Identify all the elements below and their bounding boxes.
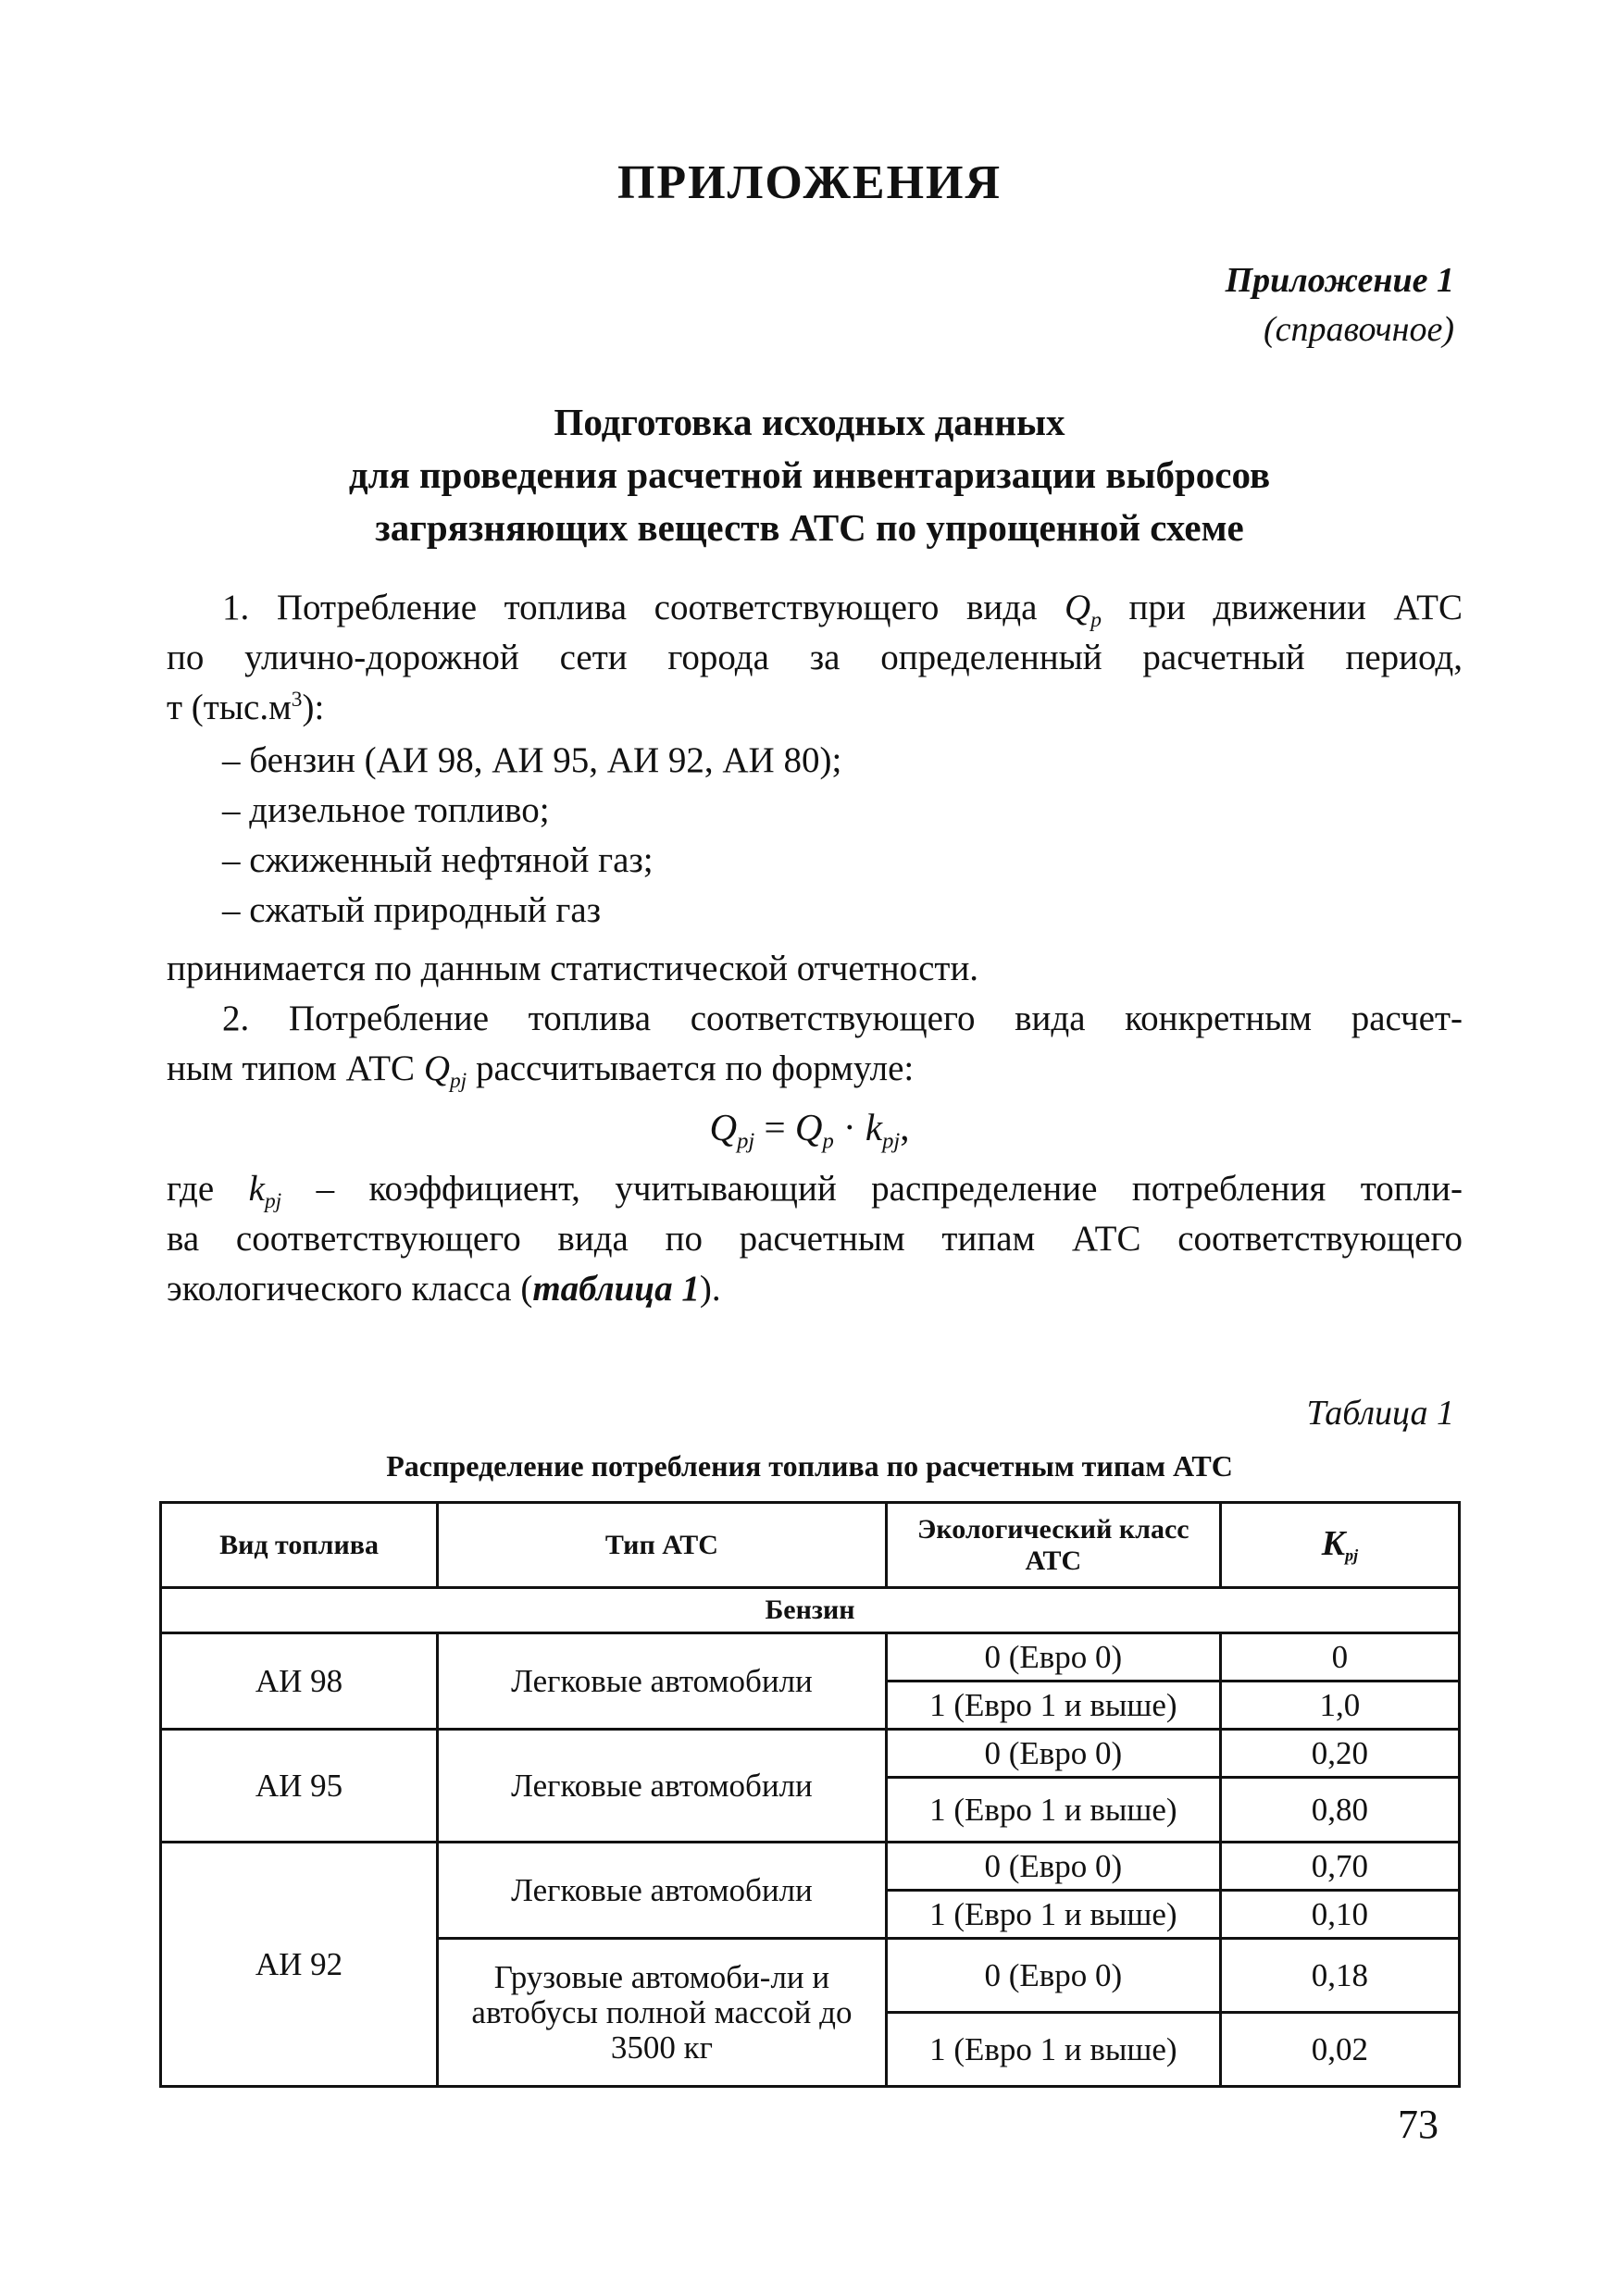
section-title-line-2: для проведения расчетной инвентаризации выбросов xyxy=(348,453,1271,496)
table-row xyxy=(161,1633,1460,1682)
table-header-row xyxy=(161,1503,1460,1588)
table-caption: Распределение потребления топлива по расчетным типам АТС xyxy=(386,1449,1233,1483)
fuel-cell: АИ 95 xyxy=(161,1730,438,1843)
section-title xyxy=(0,396,1619,554)
coef-cell: 0,20 xyxy=(1220,1730,1459,1778)
paragraph-1-line-3: т $(тыс.м^3)$: xyxy=(167,688,325,727)
eco-class-cell: 1 (Евро 1 и выше) xyxy=(886,1682,1220,1730)
coef-cell: 0 xyxy=(1220,1633,1459,1682)
formula: $Q_{pj} = Q_p \cdot k_{pj}$, xyxy=(709,1106,910,1154)
list-item: – сжатый природный газ xyxy=(222,890,602,930)
paragraph-1-line-2: по улично-дорожной сети города за определенный расчетный период, xyxy=(167,638,1463,677)
table-row xyxy=(161,1843,1460,1891)
list-item: – сжиженный нефтяной газ; xyxy=(222,840,654,880)
vehicle-cell: Легковые автомобили xyxy=(438,1843,887,1939)
table-row xyxy=(161,1730,1460,1778)
fuel-cell: АИ 98 xyxy=(161,1633,438,1730)
eco-class-cell: 1 (Евро 1 и выше) xyxy=(886,1778,1220,1843)
section-title-line-3: загрязняющих веществ АТС по упрощенной схеме xyxy=(375,506,1244,549)
paragraph-1-line-1: 1. Потребление топлива соответствующего вида $Q_p$ при движении АТС xyxy=(222,588,1463,633)
coef-cell: 0,70 xyxy=(1220,1843,1459,1891)
fuel-cell: АИ 92 xyxy=(161,1843,438,2087)
eco-class-cell: 0 (Евро 0) xyxy=(886,1730,1220,1778)
vehicle-cell: Легковые автомобили xyxy=(438,1633,887,1730)
appendix-label: Приложение 1 xyxy=(1225,261,1454,300)
coef-cell: 0,10 xyxy=(1220,1891,1459,1939)
list-item: – бензин (АИ 98, АИ 95, АИ 92, АИ 80); xyxy=(222,740,842,780)
section-title-line-1: Подготовка исходных данных xyxy=(554,401,1065,443)
group-label: Бензин xyxy=(161,1588,1460,1633)
vehicle-cell: Легковые автомобили xyxy=(438,1730,887,1843)
paragraph-3-line-1: где $k_{pj}$ – коэффициент, учитывающий распределение потребления топли- xyxy=(167,1169,1463,1214)
header-eco-class: Экологический класс АТС xyxy=(886,1503,1220,1588)
paragraph-2-line-1: 2. Потребление топлива соответствующего вида конкретным расчет- xyxy=(222,999,1463,1038)
eco-class-cell: 0 (Евро 0) xyxy=(886,1843,1220,1891)
coef-cell: 1,0 xyxy=(1220,1682,1459,1730)
paragraph-2-line-2: ным типом АТС $Q_{pj}$ рассчитывается по формуле: xyxy=(167,1049,915,1094)
vehicle-cell: Грузовые автомоби-ли и автобусы полной массой до 3500 кг xyxy=(438,1939,887,2087)
paragraph-3-line-3: экологического класса (таблица 1). xyxy=(167,1269,721,1309)
coef-cell: 0,18 xyxy=(1220,1939,1459,2013)
list-item: – дизельное топливо; xyxy=(222,790,550,830)
coef-cell: 0,02 xyxy=(1220,2013,1459,2087)
eco-class-cell: 1 (Евро 1 и выше) xyxy=(886,1891,1220,1939)
appendix-sublabel: (справочное) xyxy=(1263,310,1454,349)
coef-cell: 0,80 xyxy=(1220,1778,1459,1843)
header-fuel-type: Вид топлива xyxy=(161,1503,438,1588)
eco-class-cell: 1 (Евро 1 и выше) xyxy=(886,2013,1220,2087)
table-label: Таблица 1 xyxy=(1306,1394,1454,1433)
header-vehicle-type: Тип АТС xyxy=(438,1503,887,1588)
fuel-distribution-table xyxy=(159,1501,1461,2088)
eco-class-cell: 0 (Евро 0) xyxy=(886,1633,1220,1682)
eco-class-cell: 0 (Евро 0) xyxy=(886,1939,1220,2013)
header-coefficient: $K_{pj}$ xyxy=(1220,1503,1459,1588)
page-number: 73 xyxy=(1398,2102,1438,2147)
page-title: ПРИЛОЖЕНИЯ xyxy=(616,156,1003,209)
paragraph-3-line-2: ва соответствующего вида по расчетным типам АТС соответствующего xyxy=(167,1219,1463,1259)
table-group-row xyxy=(161,1588,1460,1633)
paragraph-1-end: принимается по данным статистической отчетности. xyxy=(167,949,979,988)
